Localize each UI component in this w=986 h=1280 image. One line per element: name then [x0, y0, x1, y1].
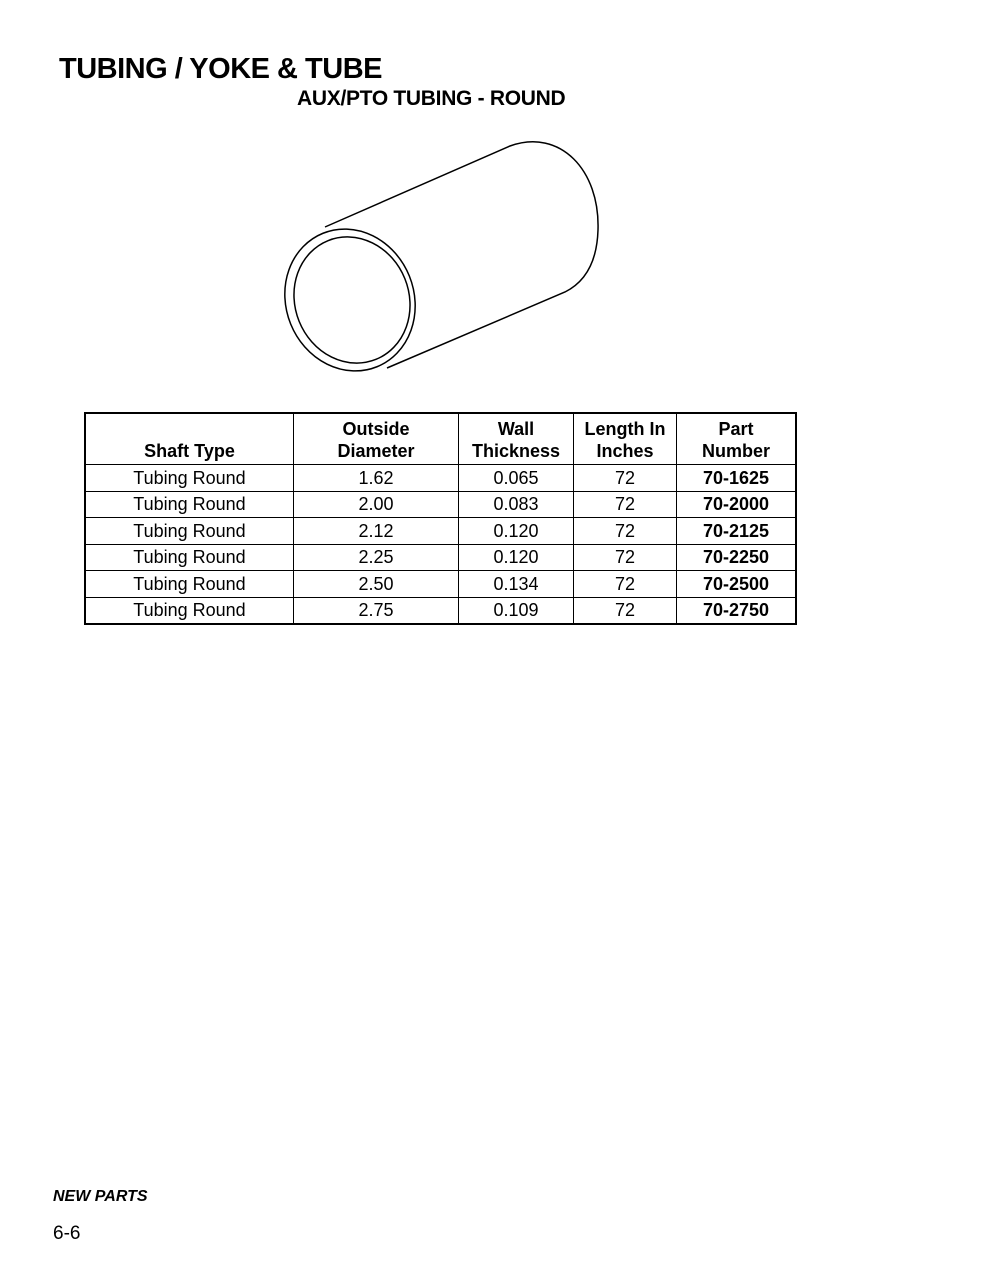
header-outside-diameter: Outside Diameter	[294, 413, 459, 465]
table-row	[85, 597, 796, 624]
page-number: 6-6	[53, 1223, 81, 1244]
cell-part-number: 70-2750	[677, 597, 797, 624]
cell-length: 72	[574, 465, 677, 492]
cell-outside-diameter: 1.62	[294, 465, 459, 492]
cell-outside-diameter: 2.00	[294, 491, 459, 518]
header-part-number: Part Number	[677, 413, 797, 465]
header-length: Length In Inches	[574, 413, 677, 465]
cell-wall-thickness: 0.083	[459, 491, 574, 518]
cell-shaft-type: Tubing Round	[85, 544, 294, 571]
cell-part-number: 70-2000	[677, 491, 797, 518]
cell-part-number: 70-2500	[677, 571, 797, 598]
cell-shaft-type: Tubing Round	[85, 571, 294, 598]
table-header-row	[85, 413, 796, 465]
table-row	[85, 544, 796, 571]
cell-outside-diameter: 2.50	[294, 571, 459, 598]
table-row	[85, 465, 796, 492]
cell-shaft-type: Tubing Round	[85, 597, 294, 624]
cell-shaft-type: Tubing Round	[85, 465, 294, 492]
cell-outside-diameter: 2.75	[294, 597, 459, 624]
table-row	[85, 571, 796, 598]
cell-shaft-type: Tubing Round	[85, 491, 294, 518]
cell-length: 72	[574, 518, 677, 545]
table-row	[85, 491, 796, 518]
round-tube-icon	[270, 130, 620, 390]
cell-part-number: 70-1625	[677, 465, 797, 492]
cell-wall-thickness: 0.065	[459, 465, 574, 492]
cell-length: 72	[574, 544, 677, 571]
header-shaft-type: Shaft Type	[85, 413, 294, 465]
cell-outside-diameter: 2.25	[294, 544, 459, 571]
cell-wall-thickness: 0.120	[459, 518, 574, 545]
tubing-spec-table	[84, 412, 797, 625]
cell-part-number: 70-2250	[677, 544, 797, 571]
table-row	[85, 518, 796, 545]
cell-length: 72	[574, 597, 677, 624]
cell-wall-thickness: 0.134	[459, 571, 574, 598]
cell-wall-thickness: 0.109	[459, 597, 574, 624]
cell-part-number: 70-2125	[677, 518, 797, 545]
header-wall-thickness: Wall Thickness	[459, 413, 574, 465]
footer-label: NEW PARTS	[53, 1188, 148, 1205]
cell-length: 72	[574, 571, 677, 598]
cell-outside-diameter: 2.12	[294, 518, 459, 545]
cell-wall-thickness: 0.120	[459, 544, 574, 571]
page-title: TUBING / YOKE & TUBE	[59, 53, 382, 85]
section-title: AUX/PTO TUBING - ROUND	[297, 87, 566, 110]
cell-shaft-type: Tubing Round	[85, 518, 294, 545]
cell-length: 72	[574, 491, 677, 518]
